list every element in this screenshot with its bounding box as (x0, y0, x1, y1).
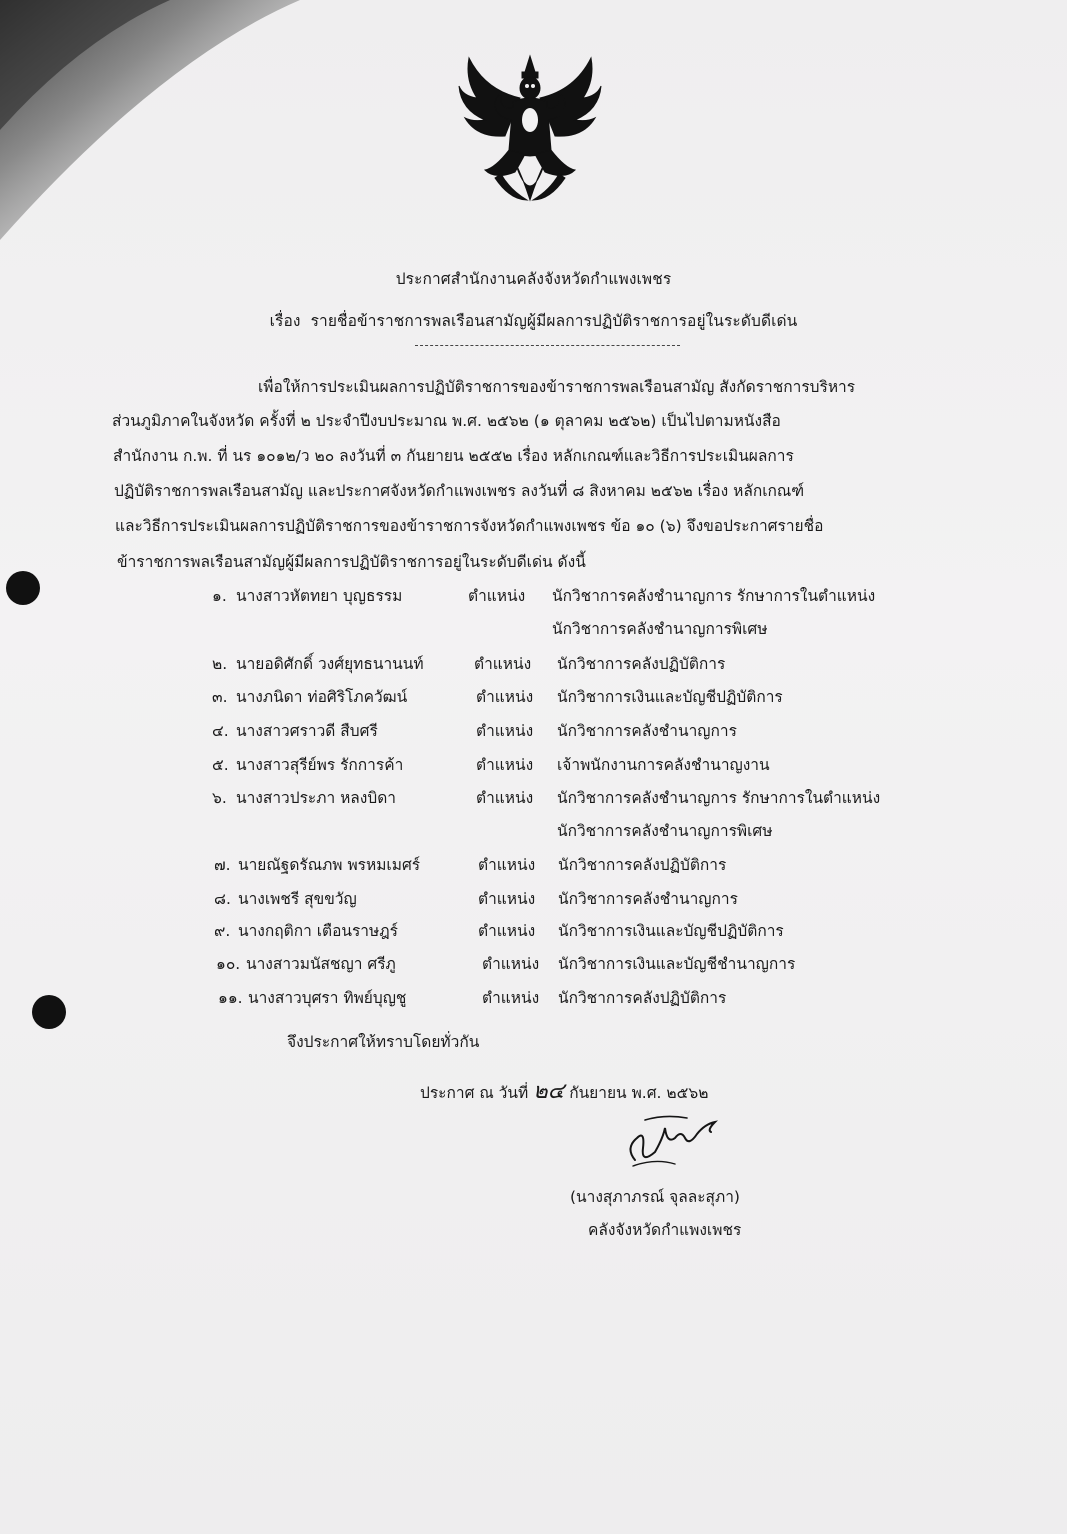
list-item-label: ตำแหน่ง (476, 756, 534, 774)
list-item-label: ตำแหน่ง (482, 955, 540, 973)
list-item-label: ตำแหน่ง (476, 722, 534, 740)
subject-label: เรื่อง (269, 312, 301, 330)
subject-text: รายชื่อข้าราชการพลเรือนสามัญผู้มีผลการปฏิบัติราชการอยู่ในระดับดีเด่น (310, 312, 798, 330)
list-item-label: ตำแหน่ง (468, 587, 526, 605)
list-item-label: ตำแหน่ง (482, 989, 540, 1007)
list-item-number: ๘. (214, 890, 231, 908)
list-item-position: นักวิชาการคลังปฏิบัติการ (557, 655, 726, 673)
list-item-position: นักวิชาการเงินและบัญชีปฏิบัติการ (557, 688, 783, 706)
list-item-label: ตำแหน่ง (478, 856, 536, 874)
announcement-date (420, 1073, 708, 1108)
list-item-label: ตำแหน่ง (476, 688, 534, 706)
list-item-number: ๒. (212, 655, 228, 673)
list-item-number: ๙. (214, 922, 231, 940)
list-item-label: ตำแหน่ง (476, 789, 534, 807)
list-item-name: นางกฤติกา เตือนราษฎร์ (238, 922, 398, 940)
list-item-number: ๑. (212, 587, 227, 605)
list-item-position-cont: นักวิชาการคลังชำนาญการพิเศษ (557, 822, 773, 840)
list-item-number: ๑๑. (218, 989, 243, 1007)
body-line-3: สำนักงาน ก.พ. ที่ นร ๑๐๑๒/ว ๒๐ ลงวันที่ ๓ กันยายน ๒๕๕๒ เรื่อง หลักเกณฑ์และวิธีการประเมินผลการ (113, 447, 794, 465)
document-title: ประกาศสำนักงานคลังจังหวัดกำแพงเพชร (395, 270, 672, 288)
signer-name: (นางสุภาภรณ์ จุลละสุภา) (570, 1188, 740, 1206)
subject-line (0, 308, 1067, 333)
body-line-1: เพื่อให้การประเมินผลการปฏิบัติราชการของข้าราชการพลเรือนสามัญ สังกัดราชการบริหาร (258, 378, 856, 396)
list-item-name: นางสาวหัตทยา บุญธรรม (236, 587, 403, 605)
list-item-name: นางสาวศราวดี สืบศรี (236, 722, 378, 740)
body-line-5: และวิธีการประเมินผลการปฏิบัติราชการของข้าราชการจังหวัดกำแพงเพชร ข้อ ๑๐ (๖) จึงขอประกาศรายชื่อ (115, 517, 824, 535)
list-item-name: นางสาวประภา หลงบิดา (236, 789, 396, 807)
list-item-number: ๕. (212, 756, 229, 774)
list-item-name: นางเพชรี สุขขวัญ (238, 890, 357, 908)
closing-statement: จึงประกาศให้ทราบโดยทั่วกัน (287, 1033, 480, 1051)
list-item-position-cont: นักวิชาการคลังชำนาญการพิเศษ (552, 620, 768, 638)
list-item-position: นักวิชาการคลังชำนาญการ รักษาการในตำแหน่ง (552, 587, 876, 605)
signer-title: คลังจังหวัดกำแพงเพชร (588, 1221, 742, 1239)
list-item-label: ตำแหน่ง (478, 922, 536, 940)
list-item-name: นางสาวบุศรา ทิพย์บุญชู (248, 989, 407, 1007)
list-item-position: นักวิชาการคลังชำนาญการ (557, 722, 737, 740)
handwritten-signature (615, 1108, 725, 1168)
list-item-number: ๖. (212, 789, 227, 807)
list-item-position: เจ้าพนักงานการคลังชำนาญงาน (557, 756, 770, 774)
body-line-4: ปฏิบัติราชการพลเรือนสามัญ และประกาศจังหวัดกำแพงเพชร ลงวันที่ ๘ สิงหาคม ๒๕๖๒ เรื่อง หลักเกณฑ์ (114, 482, 805, 500)
body-line-2: ส่วนภูมิภาคในจังหวัด ครั้งที่ ๒ ประจำปีงบประมาณ พ.ศ. ๒๕๖๒ (๑ ตุลาคม ๒๕๖๒) เป็นไปตามหนังสือ (112, 412, 781, 430)
list-item-position: นักวิชาการคลังชำนาญการ รักษาการในตำแหน่ง (557, 789, 881, 807)
list-item-label: ตำแหน่ง (478, 890, 536, 908)
list-item-name: นายอดิศักดิ์ วงศ์ยุทธนานนท์ (236, 655, 424, 673)
list-item-number: ๓. (212, 688, 228, 706)
punch-hole-bottom (32, 995, 66, 1029)
list-item-number: ๗. (214, 856, 231, 874)
title-separator (415, 345, 680, 346)
list-item-label: ตำแหน่ง (474, 655, 532, 673)
list-item-name: นางภนิดา ท่อศิริโภควัฒน์ (236, 688, 408, 706)
list-item-name: นายณัฐดรัณภพ พรหมเมศร์ (238, 856, 421, 874)
list-item-position: นักวิชาการคลังชำนาญการ (558, 890, 738, 908)
list-item-number: ๔. (212, 722, 229, 740)
body-line-6: ข้าราชการพลเรือนสามัญผู้มีผลการปฏิบัติราชการอยู่ในระดับดีเด่น ดังนี้ (117, 553, 586, 571)
page-curl-shadow (0, 0, 420, 300)
list-item-position: นักวิชาการเงินและบัญชีชำนาญการ (558, 955, 796, 973)
list-item-name: นางสาวสุรีย์พร รักการค้า (236, 756, 404, 774)
list-item-position: นักวิชาการเงินและบัญชีปฏิบัติการ (558, 922, 784, 940)
list-item-position: นักวิชาการคลังปฏิบัติการ (558, 856, 727, 874)
list-item-position: นักวิชาการคลังปฏิบัติการ (558, 989, 727, 1007)
date-day: ๒๔ (533, 1079, 565, 1104)
date-suffix: กันยายน พ.ศ. ๒๕๖๒ (569, 1084, 709, 1102)
list-item-number: ๑๐. (216, 955, 241, 973)
date-prefix: ประกาศ ณ วันที่ (420, 1084, 529, 1102)
punch-hole-top (6, 571, 40, 605)
garuda-emblem-icon (455, 50, 605, 210)
list-item-name: นางสาวมนัสชญา ศรีภู (246, 955, 396, 973)
